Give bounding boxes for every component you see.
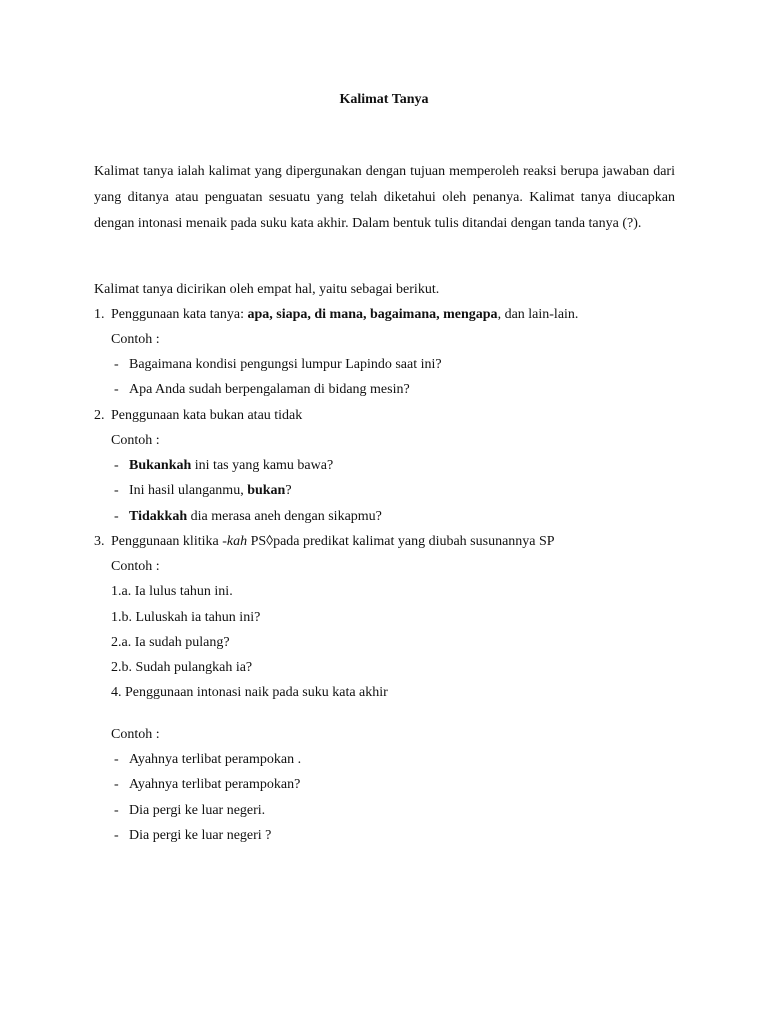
list-number: 3. — [94, 534, 105, 549]
bullet-dash: - — [114, 458, 119, 473]
list-number: 2. — [94, 408, 105, 423]
example-label: Contoh : — [111, 433, 160, 448]
bullet-dash: - — [114, 382, 119, 397]
page-title: Kalimat Tanya — [339, 92, 429, 107]
list-item-4: 4. Penggunaan intonasi naik pada suku kata akhir — [111, 685, 388, 700]
list-item-text: Penggunaan kata bukan atau tidak — [111, 408, 303, 423]
list-number: 1. — [94, 307, 105, 322]
example-text: Ayahnya terlibat perampokan? — [129, 777, 301, 792]
example-label: Contoh : — [111, 559, 160, 574]
bullet-dash: - — [114, 803, 119, 818]
example-text: Ini hasil ulanganmu, bukan? — [129, 483, 292, 498]
bullet-dash: - — [114, 357, 119, 372]
example-label: Contoh : — [111, 727, 160, 742]
example-text: 2.b. Sudah pulangkah ia? — [111, 660, 253, 675]
bullet-dash: - — [114, 752, 119, 767]
example-text: Dia pergi ke luar negeri. — [129, 803, 266, 818]
example-text: Ayahnya terlibat perampokan . — [129, 752, 302, 767]
intro-paragraph: Kalimat tanya ialah kalimat yang dipergunakan dengan tujuan memperoleh reaksi berupa jawaban dari yang ditanya atau penguatan sesuatu yang telah diketahui oleh penanya. Kalimat tanya diucapkan dengan intonasi menaik pada suku kata akhir. Dalam bentuk tulis ditandai dengan tanda tanya (?). — [94, 164, 675, 231]
example-text: Bagaimana kondisi pengungsi lumpur Lapindo saat ini? — [129, 357, 442, 372]
example-text: Tidakkah dia merasa aneh dengan sikapmu? — [129, 509, 382, 524]
bullet-dash: - — [114, 509, 119, 524]
example-text: Apa Anda sudah berpengalaman di bidang mesin? — [129, 382, 410, 397]
bullet-dash: - — [114, 483, 119, 498]
lead-sentence: Kalimat tanya dicirikan oleh empat hal, yaitu sebagai berikut. — [94, 282, 440, 297]
example-text: 1.b. Luluskah ia tahun ini? — [111, 610, 261, 625]
example-label: Contoh : — [111, 332, 160, 347]
bullet-dash: - — [114, 777, 119, 792]
example-text: 1.a. Ia lulus tahun ini. — [111, 584, 233, 599]
bold-keywords: apa, siapa, di mana, bagaimana, mengapa — [247, 307, 498, 322]
list-item-text: Penggunaan kata tanya: apa, siapa, di mana, bagaimana, mengapa, dan lain-lain. — [111, 307, 579, 322]
example-text: Bukankah ini tas yang kamu bawa? — [129, 458, 334, 473]
example-text: 2.a. Ia sudah pulang? — [111, 635, 230, 650]
example-text: Dia pergi ke luar negeri ? — [129, 828, 272, 843]
list-item-text: Penggunaan klitika -kah PS◊pada predikat kalimat yang diubah susunannya SP — [111, 534, 555, 549]
bullet-dash: - — [114, 828, 119, 843]
